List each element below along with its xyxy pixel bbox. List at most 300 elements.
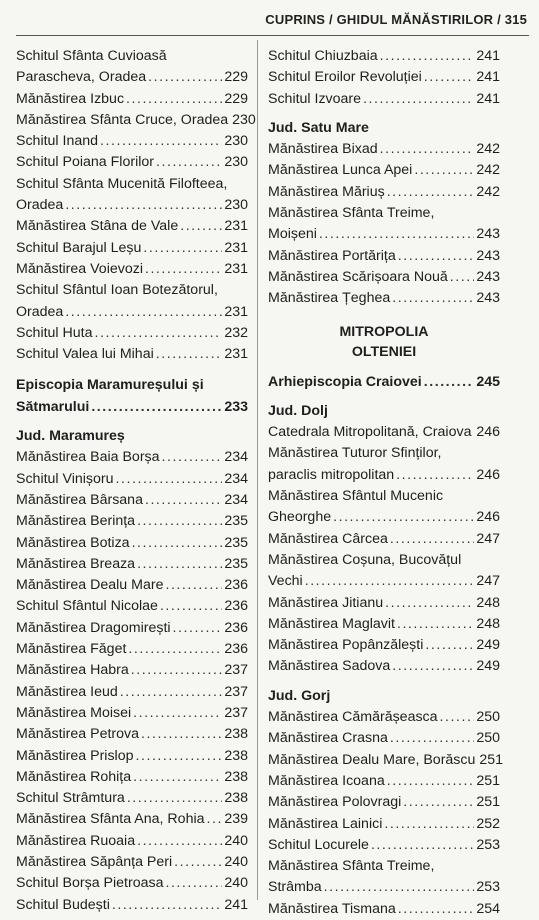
toc-entry-last-line: [16, 110, 256, 131]
toc-entry-title-line: Mănăstirea Moisei: [16, 704, 132, 721]
toc-entry-title-line: Schitul Inand: [16, 133, 99, 150]
toc-page-number: 247: [476, 573, 500, 590]
dot-leader: [397, 614, 474, 635]
toc-entry: [16, 259, 248, 280]
section-heading-satu-mare: Jud. Satu Mare: [268, 119, 369, 136]
toc-entry-last-line: [268, 771, 500, 792]
toc-entry-title-line: Mănăstirea Sfântul Mucenic: [268, 488, 444, 505]
dot-leader: [120, 682, 223, 703]
toc-entry-last-line: [16, 703, 248, 724]
toc-entry-last-line: [268, 614, 500, 635]
toc-entry: [16, 174, 248, 217]
running-header: [0, 0, 539, 40]
toc-page-number: 250: [476, 730, 500, 747]
dot-leader: [100, 131, 222, 152]
toc-page-number: 236: [224, 619, 248, 636]
toc-group: [268, 372, 500, 393]
toc-entry: [16, 447, 248, 468]
toc-page-number: 236: [224, 577, 248, 594]
toc-page-number: 251: [479, 751, 504, 768]
dot-leader: [398, 246, 475, 267]
toc-entry-last-line: [16, 89, 248, 110]
toc-page-number: 231: [224, 239, 248, 256]
toc-entry-last-line: [16, 397, 248, 418]
dot-leader: [207, 809, 223, 830]
toc-page-number: 238: [224, 726, 248, 743]
toc-entry-title-line: Schitul Sfântul Nicolae: [16, 598, 158, 615]
dot-leader: [424, 67, 475, 88]
toc-page-number: 251: [476, 772, 500, 789]
dot-leader: [392, 288, 474, 309]
toc-entry-title-line: Mănăstirea Habra: [16, 662, 129, 679]
toc-entry-title-line: Schitul Valea lui Mihai: [16, 346, 154, 363]
toc-entry-title-line: Sătmarului: [16, 398, 90, 415]
toc-group: [268, 139, 500, 309]
toc-entry-title-line: Mănăstirea Lainici: [268, 815, 383, 832]
toc-entry-title-line: paraclis mitropolitan: [268, 466, 395, 483]
toc-entry-last-line: [268, 182, 500, 203]
toc-column-right: [268, 46, 504, 920]
dot-leader: [173, 618, 223, 639]
toc-entry-last-line: [16, 67, 248, 88]
toc-entry-title-line: Parascheva, Oradea: [16, 69, 147, 86]
toc-entry-title-line: Mănăstirea Berința: [16, 513, 136, 530]
toc-page-number: 247: [476, 530, 500, 547]
toc-entry-title-line: Schitul Sfânta Mucenită Filofteea,: [16, 175, 228, 192]
toc-entry-last-line: [16, 259, 248, 280]
section-heading-maramures: Jud. Maramureș: [16, 428, 125, 445]
toc-entry: [268, 46, 500, 67]
toc-page-number: 249: [476, 658, 500, 675]
toc-entry-title-line: Schitul Barajul Leșu: [16, 239, 142, 256]
section-heading-dolj: Jud. Dolj: [268, 402, 328, 419]
toc-entry-last-line: [268, 139, 500, 160]
toc-page-number: 242: [476, 183, 500, 200]
toc-entry-title-line: Moișeni: [268, 226, 317, 243]
toc-page-number: 251: [476, 794, 500, 811]
toc-entry: [16, 375, 248, 418]
dot-leader: [148, 67, 222, 88]
toc-entry-last-line: [16, 469, 248, 490]
dot-leader: [473, 422, 474, 443]
toc-entry-last-line: [16, 873, 248, 894]
toc-entry: [16, 660, 248, 681]
toc-entry-last-line: [16, 618, 248, 639]
toc-entry-last-line: [268, 267, 500, 288]
dot-leader: [165, 873, 222, 894]
toc-entry: [268, 707, 500, 728]
toc-entry-last-line: [268, 224, 500, 245]
toc-entry: [268, 139, 500, 160]
toc-entry-title-line: Mănăstirea Dealu Mare: [16, 577, 164, 594]
toc-entry: [268, 835, 500, 856]
toc-page-number: 246: [476, 466, 500, 483]
toc-entry-last-line: [16, 302, 248, 323]
toc-page-number: 237: [224, 704, 248, 721]
dot-leader: [440, 707, 475, 728]
toc-entry-title-line: Schitul Sfânta Cuvioasă: [16, 48, 167, 64]
toc-entry: [268, 750, 504, 771]
toc-entry: [16, 323, 248, 344]
dot-leader: [133, 703, 222, 724]
toc-entry-last-line: [16, 216, 248, 237]
toc-entry: [16, 216, 248, 237]
toc-entry-title-line: Mănăstirea Tismana: [268, 900, 396, 917]
toc-entry: [268, 814, 500, 835]
toc-page-number: 235: [224, 555, 248, 572]
toc-entry: [268, 899, 500, 920]
toc-entry: [16, 469, 248, 490]
toc-entry-title-line: Mănăstirea Polovragi: [268, 794, 402, 811]
toc-entry: [16, 344, 248, 365]
toc-entry: [16, 131, 248, 152]
toc-page-number: 235: [224, 534, 248, 551]
toc-entry-last-line: [268, 465, 500, 486]
dot-leader: [141, 724, 222, 745]
toc-entry: [16, 831, 248, 852]
toc-page-number: 234: [224, 449, 248, 466]
toc-page-number: 238: [224, 768, 248, 785]
toc-page-number: 243: [476, 268, 500, 285]
toc-entry-title-line: Vechi: [268, 573, 303, 590]
toc-entry: [16, 575, 248, 596]
toc-entry-last-line: [16, 323, 248, 344]
toc-page-number: 237: [224, 662, 248, 679]
dot-leader: [156, 152, 222, 173]
dot-leader: [396, 465, 474, 486]
toc-page-number: 245: [476, 373, 500, 390]
toc-entry-last-line: [268, 899, 500, 920]
toc-entry-last-line: [16, 490, 248, 511]
toc-entry-title-line: Mănăstirea Sfânta Cruce, Oradea: [16, 111, 229, 128]
toc-entry: [268, 792, 500, 813]
toc-group: [268, 707, 504, 920]
toc-page-number: 243: [476, 290, 500, 307]
toc-entry: [268, 203, 500, 246]
toc-page-number: 239: [224, 811, 248, 828]
toc-entry: [16, 852, 248, 873]
toc-page-number: 241: [476, 48, 500, 64]
toc-entry-title-line: Mănăstirea Măriuș: [268, 183, 385, 200]
dot-leader: [128, 639, 222, 660]
toc-entry-title-line: Episcopia Maramureșului și: [16, 377, 204, 394]
dot-leader: [390, 728, 474, 749]
toc-entry: [16, 703, 248, 724]
dot-leader: [414, 160, 474, 181]
toc-page-number: 234: [224, 491, 248, 508]
toc-entry-last-line: [268, 507, 500, 528]
toc-entry-title-line: Schitul Eroilor Revoluției: [268, 69, 422, 86]
dot-leader: [137, 511, 222, 532]
toc-entry: [16, 533, 248, 554]
toc-entry-last-line: [16, 344, 248, 365]
toc-entry-last-line: [16, 533, 248, 554]
toc-page-number: 241: [476, 90, 500, 107]
toc-entry: [268, 160, 500, 181]
toc-entry-title-line: Arhiepiscopia Craiovei: [268, 373, 422, 390]
toc-entry-last-line: [268, 246, 500, 267]
toc-entry-last-line: [16, 724, 248, 745]
toc-page-number: 246: [476, 424, 500, 441]
toc-entry-title-line: Mănăstirea Baia Borșa: [16, 449, 160, 466]
toc-entry: [16, 639, 248, 660]
toc-entry: [16, 89, 248, 110]
toc-entry: [16, 511, 248, 532]
toc-page-number: 243: [476, 226, 500, 243]
toc-entry: [268, 246, 500, 267]
dot-leader: [91, 397, 222, 418]
dot-leader: [162, 447, 223, 468]
toc-entry: [268, 614, 500, 635]
toc-entry-last-line: [16, 746, 248, 767]
dot-leader: [380, 139, 475, 160]
toc-entry-last-line: [268, 89, 500, 110]
toc-entry-last-line: [16, 238, 248, 259]
toc-entry-title-line: Mănăstirea Dealu Mare, Borăscu: [268, 751, 476, 768]
toc-entry-title-line: Mănăstirea Sfânta Treime,: [268, 858, 435, 875]
toc-entry-last-line: [268, 422, 500, 443]
toc-page-number: 252: [476, 815, 500, 832]
dot-leader: [387, 182, 475, 203]
toc-page-number: 241: [476, 69, 500, 86]
toc-entry: [268, 635, 500, 656]
toc-group: [16, 447, 248, 916]
toc-entry: [16, 788, 248, 809]
toc-entry: [268, 656, 500, 677]
toc-entry: [16, 280, 248, 323]
toc-entry: [16, 490, 248, 511]
toc-entry: [268, 288, 500, 309]
toc-entry-last-line: [268, 372, 500, 393]
toc-entry: [268, 856, 500, 899]
toc-entry-title-line: Mănăstirea Bixad: [268, 141, 378, 158]
toc-entry-title-line: Mănăstirea Coșuna, Bucovățul: [268, 551, 462, 568]
dot-leader: [403, 792, 474, 813]
toc-entry-last-line: [268, 160, 500, 181]
toc-entry-last-line: [16, 575, 248, 596]
toc-page-number: 231: [224, 218, 248, 235]
toc-entry-title-line: Schitul Huta: [16, 324, 93, 341]
toc-entry-title-line: Schitul Locurele: [268, 836, 369, 853]
dot-leader: [319, 224, 474, 245]
section-heading-gorj: Jud. Gorj: [268, 687, 331, 704]
dot-leader: [145, 490, 222, 511]
toc-entry-title-line: Mănăstirea Sfânta Treime,: [268, 205, 435, 222]
dot-leader: [145, 259, 222, 280]
toc-entry-last-line: [268, 877, 500, 898]
toc-page-number: 248: [476, 594, 500, 611]
dot-leader: [380, 46, 475, 67]
toc-page-number: 230: [224, 197, 248, 214]
toc-entry-title-line: Mănăstirea Voievozi: [16, 260, 143, 277]
toc-group: [268, 46, 500, 110]
toc-entry: [268, 771, 500, 792]
toc-page-number: 240: [224, 875, 248, 892]
toc-page-number: 236: [224, 641, 248, 658]
toc-entry: [268, 89, 500, 110]
toc-page-number: 231: [224, 260, 248, 277]
dot-leader: [156, 344, 223, 365]
toc-entry: [16, 110, 256, 131]
dot-leader: [132, 533, 223, 554]
toc-entry: [16, 809, 248, 830]
toc-page-number: 240: [224, 853, 248, 870]
toc-entry-title-line: Mănăstirea Popânzălești: [268, 637, 424, 654]
toc-page-number: 234: [224, 470, 248, 487]
toc-page-number: 240: [224, 832, 248, 849]
dot-leader: [174, 852, 222, 873]
toc-page-number: 231: [224, 303, 248, 320]
toc-page-number: 233: [224, 398, 248, 415]
toc-entry-title-line: Mănăstirea Breaza: [16, 555, 136, 572]
dot-leader: [95, 323, 223, 344]
toc-entry: [268, 550, 500, 593]
toc-entry-last-line: [16, 131, 248, 152]
toc-entry-title-line: Mănăstirea Dragomirești: [16, 619, 171, 636]
header-rule: [16, 35, 529, 36]
toc-entry-last-line: [16, 809, 248, 830]
toc-entry-last-line: [16, 554, 248, 575]
toc-page-number: 238: [224, 747, 248, 764]
toc-entry-last-line: [16, 895, 248, 916]
toc-page-number: 229: [224, 90, 248, 107]
toc-entry: [268, 486, 500, 529]
dot-leader: [450, 267, 475, 288]
dot-leader: [116, 469, 223, 490]
toc-entry-title-line: Schitul Budești: [16, 896, 110, 913]
toc-entry-title-line: Mănăstirea Petrova: [16, 726, 140, 743]
toc-entry-title-line: Schitul Poiana Florilor: [16, 154, 154, 171]
toc-entry-title-line: Mănăstirea Bârsana: [16, 491, 143, 508]
dot-leader: [398, 899, 475, 920]
toc-entry-last-line: [16, 511, 248, 532]
toc-entry-title-line: Mănăstirea Stâna de Vale: [16, 218, 179, 235]
dot-leader: [385, 593, 474, 614]
dot-leader: [133, 767, 222, 788]
toc-entry-last-line: [16, 831, 248, 852]
toc-entry-title-line: Mănăstirea Ruoaia: [16, 832, 136, 849]
toc-page-number: 241: [224, 896, 248, 913]
toc-entry-last-line: [268, 571, 500, 592]
toc-page-number: 230: [224, 133, 248, 150]
toc-entry: [16, 895, 248, 916]
running-title: CUPRINS / GHIDUL MĂNĂSTIRILOR / 315: [265, 12, 527, 27]
column-divider: [257, 40, 258, 900]
toc-entry-title-line: Strâmba: [268, 879, 322, 896]
dot-leader: [165, 575, 222, 596]
dot-leader: [131, 660, 223, 681]
toc-entry-last-line: [268, 835, 500, 856]
toc-entry-last-line: [268, 288, 500, 309]
toc-entry: [268, 267, 500, 288]
toc-group: [268, 422, 500, 678]
toc-entry-title-line: Mănăstirea Făget: [16, 641, 127, 658]
toc-entry: [16, 46, 248, 89]
toc-entry-last-line: [268, 656, 500, 677]
dot-leader: [127, 788, 223, 809]
toc-entry-title-line: Schitul Sfântul Ioan Botezătorul,: [16, 282, 218, 299]
toc-entry-title-line: Oradea: [16, 197, 64, 214]
metropolia-heading: [268, 322, 500, 362]
toc-entry-title-line: Mănăstirea Cămărășeasca: [268, 709, 438, 726]
toc-entry-title-line: Mănăstirea Țeghea: [268, 290, 391, 307]
toc-entry-last-line: [268, 728, 500, 749]
toc-entry-last-line: [16, 639, 248, 660]
toc-page-number: 230: [224, 154, 248, 171]
dot-leader: [65, 195, 222, 216]
toc-entry: [268, 593, 500, 614]
toc-entry-title-line: Mănăstirea Portărița: [268, 247, 396, 264]
toc-entry-last-line: [268, 529, 500, 550]
toc-page-number: 242: [476, 141, 500, 158]
toc-entry: [16, 554, 248, 575]
toc-entry-title-line: Catedrala Mitropolitană, Craiova: [268, 424, 472, 441]
toc-entry-title-line: Schitul Vinișoru: [16, 470, 114, 487]
dot-leader: [333, 507, 474, 528]
toc-entry: [16, 873, 248, 894]
toc-page-number: 237: [224, 683, 248, 700]
dot-leader: [324, 877, 475, 898]
toc-page-number: 253: [476, 836, 500, 853]
toc-entry-title-line: Mănăstirea Botiza: [16, 534, 130, 551]
toc-entry-title-line: Mănăstirea Jitianu: [268, 594, 384, 611]
dot-leader: [143, 238, 222, 259]
toc-page-number: 238: [224, 790, 248, 807]
toc-page-number: 231: [224, 346, 248, 363]
toc-page-number: 243: [476, 247, 500, 264]
toc-page-number: 250: [476, 709, 500, 726]
toc-page-number: 242: [476, 162, 500, 179]
toc-page-number: 235: [224, 513, 248, 530]
dot-leader: [112, 895, 222, 916]
toc-entry-title-line: Gheorghe: [268, 509, 332, 526]
toc-entry-last-line: [268, 792, 500, 813]
dot-leader: [136, 746, 223, 767]
toc-entry-title-line: Mănăstirea Scărișoara Nouă: [268, 268, 448, 285]
toc-entry-title-line: Mănăstirea Maglavit: [268, 615, 395, 632]
toc-entry: [268, 67, 500, 88]
toc-column-left: [16, 46, 256, 916]
toc-entry-last-line: [16, 195, 248, 216]
toc-entry: [268, 422, 500, 443]
toc-entry-title-line: Oradea: [16, 303, 64, 320]
dot-leader: [371, 835, 474, 856]
metropolia-line: OLTENIEI: [351, 343, 417, 360]
toc-entry-title-line: Schitul Strâmtura: [16, 790, 125, 807]
toc-entry: [268, 372, 500, 393]
toc-page-number: 254: [476, 900, 500, 917]
dot-leader: [387, 771, 475, 792]
toc-group: [16, 46, 256, 365]
toc-entry: [268, 182, 500, 203]
toc-entry: [16, 618, 248, 639]
toc-entry: [16, 746, 248, 767]
toc-entry-title-line: Mănăstirea Rohița: [16, 768, 132, 785]
toc-entry-title-line: Mănăstirea Lunca Apei: [268, 162, 413, 179]
toc-entry-last-line: [16, 682, 248, 703]
toc-entry-title-line: Mănăstirea Crasna: [268, 730, 388, 747]
toc-entry: [16, 767, 248, 788]
toc-entry-title-line: Mănăstirea Prislop: [16, 747, 134, 764]
toc-entry-title-line: Mănăstirea Sfânta Ana, Rohia: [16, 811, 205, 828]
toc-entry-title-line: Schitul Chiuzbaia: [268, 48, 378, 64]
toc-entry: [268, 529, 500, 550]
toc-entry-title-line: Schitul Izvoare: [268, 90, 362, 107]
toc-entry-last-line: [268, 593, 500, 614]
toc-entry-title-line: Schitul Borșa Pietroasa: [16, 875, 164, 892]
toc-entry-last-line: [268, 707, 500, 728]
toc-page-number: 248: [476, 615, 500, 632]
